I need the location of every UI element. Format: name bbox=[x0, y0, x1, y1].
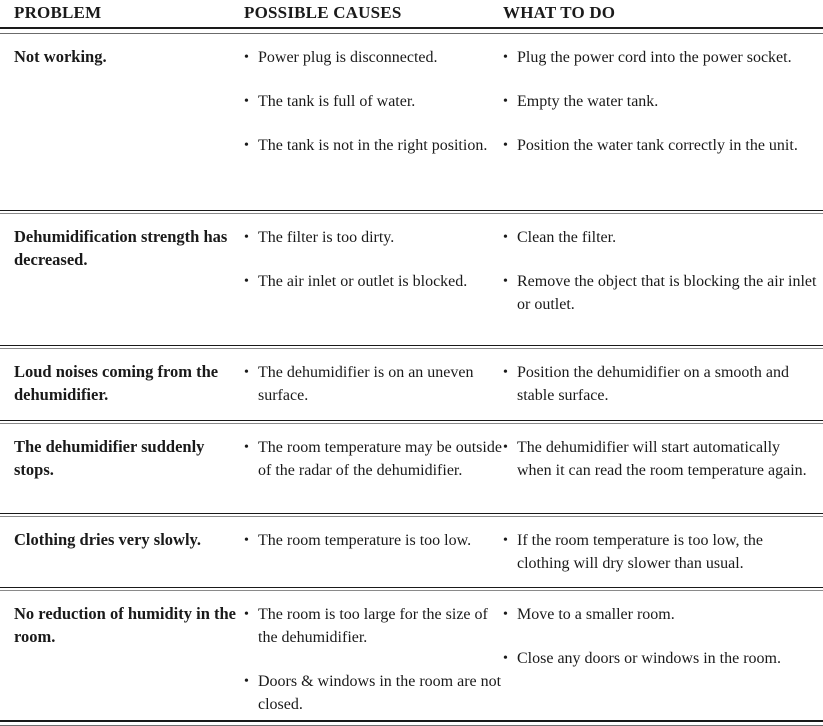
list-item-text: Move to a smaller room. bbox=[517, 606, 675, 623]
column-header-possible-causes: POSSIBLE CAUSES bbox=[244, 3, 402, 22]
bullet-icon: • bbox=[503, 138, 508, 153]
list-item-text: The room is too large for the size of the dehumidifier. bbox=[258, 606, 488, 646]
list-item bbox=[503, 226, 817, 249]
list-item-text: The dehumidifier is on an uneven surface. bbox=[258, 364, 474, 404]
bullet-icon: • bbox=[244, 674, 249, 689]
cell-todo bbox=[503, 517, 823, 575]
bullet-icon: • bbox=[503, 94, 508, 109]
list-item bbox=[503, 436, 817, 482]
list-item-text: The room temperature is too low. bbox=[258, 532, 472, 549]
list-item-text: The tank is not in the right position. bbox=[258, 137, 488, 154]
bullet-icon: • bbox=[503, 607, 508, 622]
cell-problem: Clothing dries very slowly. bbox=[14, 530, 202, 549]
list-item-text: Position the dehumidifier on a smooth and stable surface. bbox=[517, 364, 789, 404]
bullet-icon: • bbox=[503, 651, 508, 666]
bullet-icon: • bbox=[503, 533, 508, 548]
list-item-text: The dehumidifier will start automatically when it can read the room temperature again. bbox=[517, 439, 807, 479]
list-item bbox=[244, 436, 503, 482]
bullet-icon: • bbox=[503, 230, 508, 245]
list-item bbox=[244, 603, 503, 649]
cell-problem: No reduction of humidity in the room. bbox=[14, 604, 237, 646]
list-item-text: Doors & windows in the room are not closed. bbox=[258, 673, 502, 713]
list-item-text: The air inlet or outlet is blocked. bbox=[258, 273, 468, 290]
bullet-icon: • bbox=[503, 50, 508, 65]
cell-todo bbox=[503, 424, 823, 482]
cell-todo bbox=[503, 34, 823, 157]
cell-todo bbox=[503, 349, 823, 407]
cell-problem: Not working. bbox=[14, 47, 107, 66]
table-bottom-border bbox=[0, 720, 823, 726]
cell-problem: Dehumidification strength has decreased. bbox=[14, 227, 228, 269]
column-header-what-to-do: WHAT TO DO bbox=[503, 3, 616, 22]
list-item-text: Empty the water tank. bbox=[517, 93, 659, 110]
table-row bbox=[0, 34, 823, 210]
table-header-row bbox=[0, 0, 823, 27]
list-item bbox=[244, 270, 503, 293]
bullet-icon: • bbox=[244, 365, 249, 380]
bullet-icon: • bbox=[503, 274, 508, 289]
table-body bbox=[0, 34, 823, 726]
bullet-icon: • bbox=[503, 365, 508, 380]
list-item bbox=[244, 134, 503, 157]
list-item-text: The room temperature may be outside of the radar of the dehumidifier. bbox=[258, 439, 502, 479]
list-item bbox=[503, 361, 817, 407]
table-row bbox=[0, 424, 823, 513]
bullet-icon: • bbox=[244, 94, 249, 109]
list-item bbox=[244, 226, 503, 249]
cell-causes bbox=[244, 591, 503, 716]
list-item-text: The tank is full of water. bbox=[258, 93, 416, 110]
bullet-icon: • bbox=[503, 440, 508, 455]
list-item bbox=[503, 529, 817, 575]
list-item-text: Close any doors or windows in the room. bbox=[517, 650, 781, 667]
list-item bbox=[503, 270, 817, 316]
list-item-text: Plug the power cord into the power socket. bbox=[517, 49, 792, 66]
cell-todo bbox=[503, 214, 823, 316]
list-item-text: The filter is too dirty. bbox=[258, 229, 395, 246]
bullet-icon: • bbox=[244, 50, 249, 65]
list-item bbox=[244, 670, 503, 716]
column-header-problem: PROBLEM bbox=[14, 3, 102, 22]
cell-causes bbox=[244, 349, 503, 407]
bullet-icon: • bbox=[244, 533, 249, 548]
list-item bbox=[244, 90, 503, 113]
list-item bbox=[244, 529, 503, 552]
list-item-text: Position the water tank correctly in the unit. bbox=[517, 137, 798, 154]
table-row bbox=[0, 591, 823, 720]
list-item-text: Remove the object that is blocking the air inlet or outlet. bbox=[517, 273, 817, 313]
bullet-icon: • bbox=[244, 230, 249, 245]
list-item-text: Power plug is disconnected. bbox=[258, 49, 438, 66]
list-item bbox=[503, 90, 817, 113]
list-item bbox=[244, 361, 503, 407]
table-row bbox=[0, 214, 823, 345]
list-item-text: If the room temperature is too low, the clothing will dry slower than usual. bbox=[517, 532, 763, 572]
bullet-icon: • bbox=[244, 138, 249, 153]
cell-causes bbox=[244, 517, 503, 552]
table-row bbox=[0, 349, 823, 420]
list-item bbox=[503, 46, 817, 69]
cell-todo bbox=[503, 591, 823, 670]
bullet-icon: • bbox=[244, 274, 249, 289]
list-item bbox=[244, 46, 503, 69]
cell-causes bbox=[244, 424, 503, 482]
header-divider bbox=[0, 27, 823, 34]
list-item bbox=[503, 134, 817, 157]
list-item bbox=[503, 603, 817, 626]
bullet-icon: • bbox=[244, 607, 249, 622]
bullet-icon: • bbox=[244, 440, 249, 455]
list-item bbox=[503, 647, 817, 670]
cell-problem: Loud noises coming from the dehumidifier. bbox=[14, 362, 219, 404]
cell-problem: The dehumidifier suddenly stops. bbox=[14, 437, 205, 479]
list-item-text: Clean the filter. bbox=[517, 229, 617, 246]
cell-causes bbox=[244, 34, 503, 157]
table-row bbox=[0, 517, 823, 587]
cell-causes bbox=[244, 214, 503, 293]
